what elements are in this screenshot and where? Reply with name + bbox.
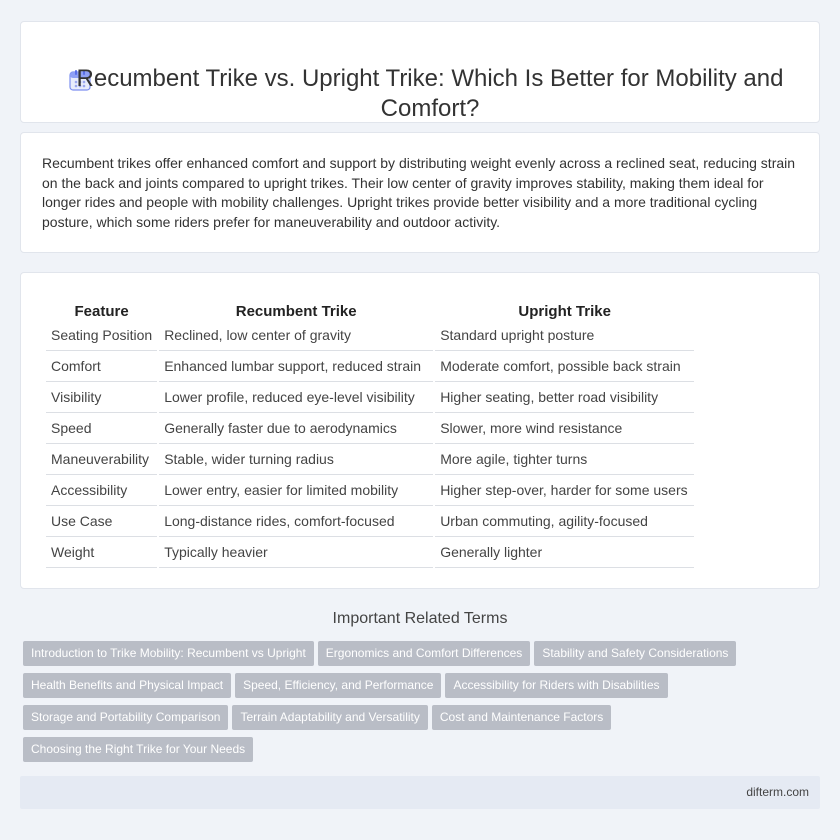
table-row xyxy=(46,475,694,506)
related-terms-title: Important Related Terms xyxy=(332,610,508,627)
cell-feature: Use Case xyxy=(46,506,157,537)
related-term-tag[interactable]: Health Benefits and Physical Impact xyxy=(23,673,231,698)
cell-recumbent: Lower profile, reduced eye-level visibility xyxy=(159,382,433,413)
cell-recumbent: Reclined, low center of gravity xyxy=(159,320,433,351)
tag-row xyxy=(23,673,803,705)
table-row xyxy=(46,506,694,537)
table-row xyxy=(46,320,694,351)
tag-row xyxy=(23,641,803,673)
header-upright: Upright Trike xyxy=(518,303,611,320)
table-row xyxy=(46,537,694,568)
header-card xyxy=(20,21,820,123)
cell-upright: Slower, more wind resistance xyxy=(435,413,694,444)
cell-feature: Visibility xyxy=(46,382,157,413)
page-title: Recumbent Trike vs. Upright Trike: Which Is Better for Mobility and Comfort? xyxy=(76,65,784,122)
cell-feature: Accessibility xyxy=(46,475,157,506)
header-feature: Feature xyxy=(74,303,129,320)
cell-recumbent: Enhanced lumbar support, reduced strain xyxy=(159,351,433,382)
cell-feature: Seating Position xyxy=(46,320,157,351)
footer xyxy=(20,776,820,809)
cell-feature: Maneuverability xyxy=(46,444,157,475)
cell-upright: Standard upright posture xyxy=(435,320,694,351)
cell-feature: Comfort xyxy=(46,351,157,382)
cell-recumbent: Stable, wider turning radius xyxy=(159,444,433,475)
related-terms-tags xyxy=(23,641,803,769)
cell-upright: Moderate comfort, possible back strain xyxy=(435,351,694,382)
intro-card xyxy=(20,132,820,253)
cell-recumbent: Long-distance rides, comfort-focused xyxy=(159,506,433,537)
related-term-tag[interactable]: Ergonomics and Comfort Differences xyxy=(318,641,531,666)
table-header-row xyxy=(46,296,694,320)
tag-row xyxy=(23,705,803,737)
header-recumbent: Recumbent Trike xyxy=(235,303,357,320)
related-term-tag[interactable]: Terrain Adaptability and Versatility xyxy=(232,705,427,730)
cell-upright: Generally lighter xyxy=(435,537,694,568)
related-term-tag[interactable]: Storage and Portability Comparison xyxy=(23,705,228,730)
related-term-tag[interactable]: Speed, Efficiency, and Performance xyxy=(235,673,441,698)
related-term-tag[interactable]: Accessibility for Riders with Disabilities xyxy=(445,673,667,698)
related-term-tag[interactable]: Cost and Maintenance Factors xyxy=(432,705,611,730)
cell-upright: Urban commuting, agility-focused xyxy=(435,506,694,537)
cell-feature: Weight xyxy=(46,537,157,568)
table-body xyxy=(46,320,694,568)
intro-paragraph: Recumbent trikes offer enhanced comfort and support by distributing weight evenly across a reclined seat, reducing strain on the back and joints compared to upright trikes. Their low center of gravity improves stability, making them ideal for longer rides and people with mobility challenges. Upright trikes provide better visibility and a more traditional cycling posture, which some riders prefer for maneuverability and outdoor activity. xyxy=(42,155,796,230)
related-term-tag[interactable]: Stability and Safety Considerations xyxy=(534,641,736,666)
related-term-tag[interactable]: Introduction to Trike Mobility: Recumbent vs Upright xyxy=(23,641,314,666)
related-term-tag[interactable]: Choosing the Right Trike for Your Needs xyxy=(23,737,253,762)
cell-recumbent: Generally faster due to aerodynamics xyxy=(159,413,433,444)
table-row xyxy=(46,382,694,413)
comparison-table-card xyxy=(20,272,820,589)
table-row xyxy=(46,351,694,382)
comparison-table xyxy=(44,296,696,568)
cell-upright: Higher seating, better road visibility xyxy=(435,382,694,413)
cell-recumbent: Typically heavier xyxy=(159,537,433,568)
cell-feature: Speed xyxy=(46,413,157,444)
cell-upright: Higher step-over, harder for some users xyxy=(435,475,694,506)
table-row xyxy=(46,413,694,444)
cell-recumbent: Lower entry, easier for limited mobility xyxy=(159,475,433,506)
footer-site[interactable]: difterm.com xyxy=(746,785,809,799)
cell-upright: More agile, tighter turns xyxy=(435,444,694,475)
table-row xyxy=(46,444,694,475)
tag-row xyxy=(23,737,803,769)
